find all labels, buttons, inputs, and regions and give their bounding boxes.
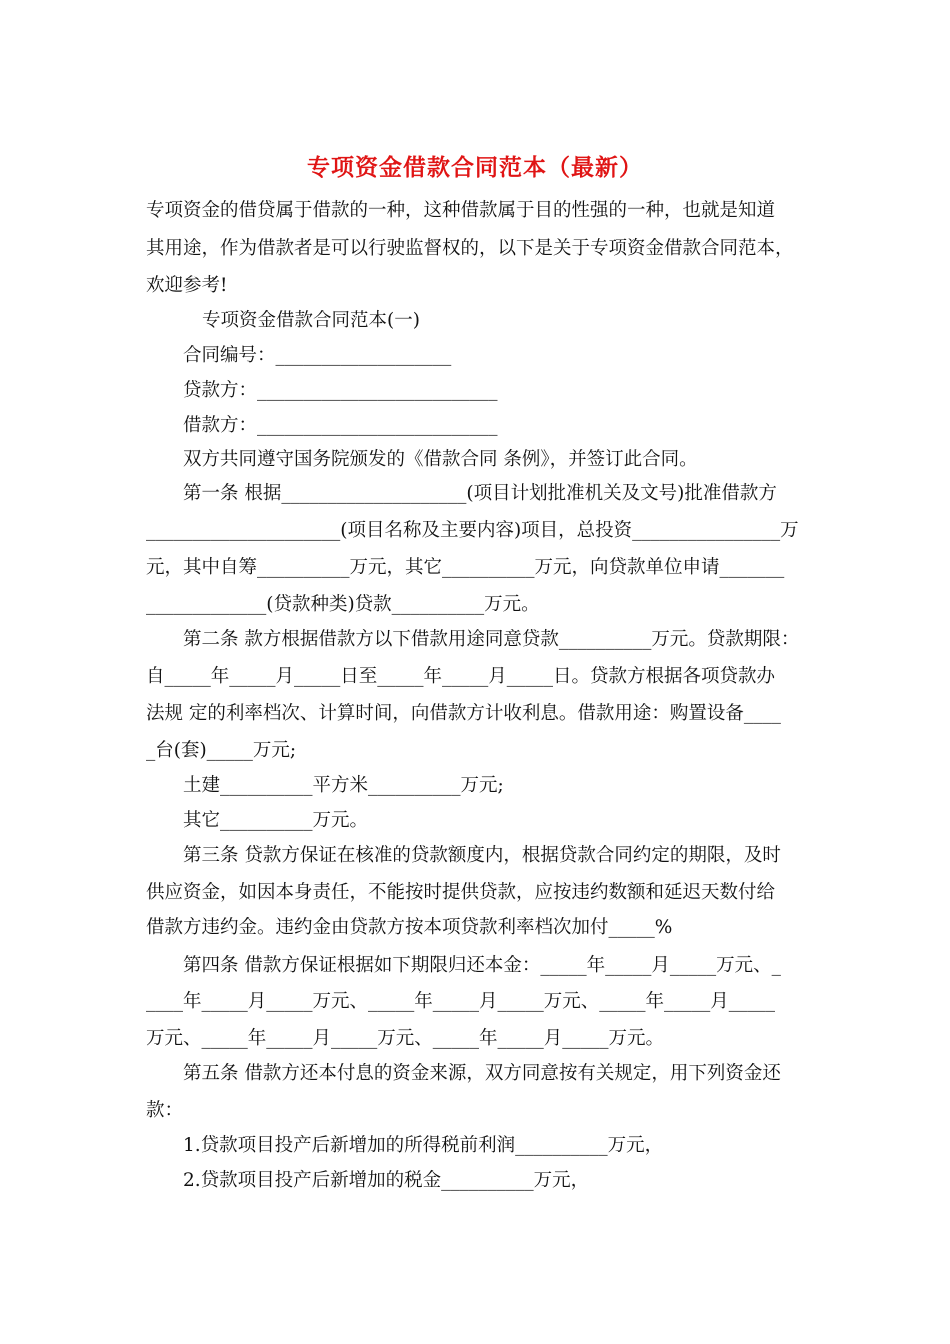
section-heading: 专项资金借款合同范本(一) [202, 310, 420, 331]
article2-line: _台(套)_____万元; [146, 740, 297, 761]
document-title: 专项资金借款合同范本（最新） [307, 154, 643, 181]
intro-line: 其用途，作为借款者是可以行驶监督权的，以下是关于专项资金借款合同范本， [146, 238, 794, 259]
article1-line: 元，其中自筹__________万元，其它__________万元，向贷款单位申请_______ [146, 557, 785, 578]
article2-item: 土建__________平方米__________万元; [183, 775, 504, 796]
article3-line: 第三条 贷款方保证在核准的贷款额度内，根据贷款合同约定的期限，及时 [183, 845, 781, 866]
contract-number-field: 合同编号：___________________ [183, 345, 452, 366]
article1-line: _____________________(项目名称及主要内容)项目，总投资________________万 [146, 520, 799, 541]
article2-line: 第二条 款方根据借款方以下借款用途同意贷款__________万元。贷款期限： [183, 629, 800, 650]
article2-line: 自_____年_____月_____日至_____年_____月_____日。贷款方根据各项贷款办 [146, 666, 776, 687]
article2-item: 其它__________万元。 [183, 810, 369, 831]
article4-line: 万元、_____年_____月_____万元、_____年_____月_____万元。 [146, 1028, 665, 1049]
intro-line: 欢迎参考! [146, 275, 228, 296]
article1-line: 第一条 根据____________________(项目计划批准机关及文号)批准借款方 [183, 483, 777, 504]
lender-field: 贷款方：__________________________ [183, 380, 498, 401]
article5-line: 第五条 借款方还本付息的资金来源，双方同意按有关规定，用下列资金还 [183, 1063, 781, 1084]
borrower-field: 借款方：__________________________ [183, 415, 498, 436]
article3-line: 供应资金，如因本身责任，不能按时提供贷款，应按违约数额和延迟天数付给 [146, 882, 776, 903]
preamble: 双方共同遵守国务院颁发的《借款合同 条例》，并签订此合同。 [183, 449, 698, 470]
article4-line: ____年_____月_____万元、_____年_____月_____万元、_____年_____月_____ [146, 991, 776, 1012]
article5-line: 款： [146, 1100, 184, 1121]
intro-line: 专项资金的借贷属于借款的一种，这种借款属于目的性强的一种，也就是知道 [146, 200, 776, 221]
article1-line: _____________(贷款种类)贷款__________万元。 [146, 594, 540, 615]
article2-line: 法规 定的利率档次、计算时间，向借款方计收利息。借款用途：购置设备____ [146, 703, 781, 724]
article4-line: 第四条 借款方保证根据如下期限归还本金：_____年_____月_____万元、_ [183, 955, 781, 976]
article5-item: 1.贷款项目投产后新增加的所得税前利润__________万元， [183, 1135, 664, 1156]
article5-item: 2.贷款项目投产后新增加的税金__________万元， [183, 1170, 590, 1191]
article3-line: 借款方违约金。违约金由贷款方按本项贷款利率档次加付_____% [146, 917, 673, 938]
